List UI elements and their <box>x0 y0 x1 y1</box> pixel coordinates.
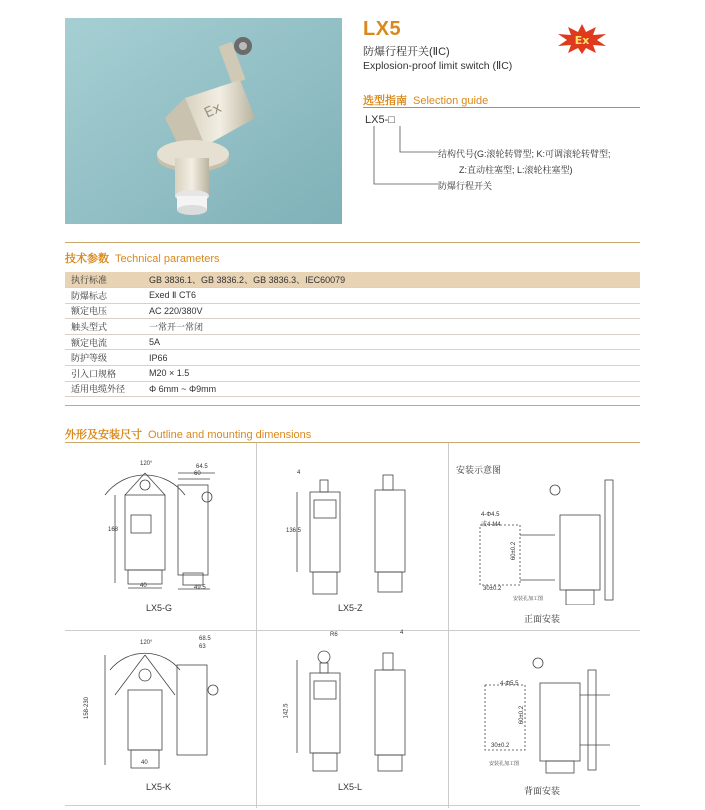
selection-guide-heading <box>363 92 488 108</box>
outline-heading-cn: 外形及安装尺寸 <box>65 429 142 441</box>
back-hole-note: 安装孔加工图 <box>489 761 520 767</box>
g-height-dim: 168 <box>108 527 119 533</box>
front-hole-dim: 4-Φ4.5 <box>481 512 500 518</box>
tech-params-bottom-rule <box>65 405 640 406</box>
tech-param-value: AC 220/380V <box>143 303 640 319</box>
svg-text:Ex: Ex <box>201 99 225 122</box>
model-code: LX5-□ <box>365 114 395 126</box>
tech-param-row <box>65 350 640 366</box>
tech-param-key: 执行标准 <box>65 272 143 288</box>
l-radius-dim: R6 <box>330 632 338 638</box>
z-top-dim: 4 <box>297 470 301 476</box>
grid-divider-1 <box>256 443 257 808</box>
tech-params-table <box>65 272 640 397</box>
z-height-dim: 136.5 <box>286 528 302 534</box>
product-name-cn: 防爆行程开关(ⅡC) <box>363 46 450 58</box>
tech-param-key: 触头型式 <box>65 319 143 335</box>
front-hole-alt-dim: 或4-M4 <box>481 522 501 528</box>
tech-param-key: 额定电压 <box>65 303 143 319</box>
g-base2-dim: 49.5 <box>194 585 206 591</box>
tech-param-value: M20 × 1.5 <box>143 366 640 382</box>
tech-param-row <box>65 381 640 397</box>
back-pitch-h-dim: 30±0.2 <box>491 743 510 749</box>
tech-param-key: 防爆标志 <box>65 288 143 304</box>
k-width1-dim: 68.5 <box>199 636 211 642</box>
tech-params-heading <box>65 250 220 266</box>
tech-param-row <box>65 334 640 350</box>
back-pitch-v-dim: 60±0.2 <box>519 705 526 725</box>
k-angle-dim: 120° <box>140 640 153 646</box>
tech-param-value: GB 3836.1、GB 3836.2、GB 3836.3、IEC60079 <box>143 272 640 288</box>
outline-heading <box>65 426 311 442</box>
grid-divider-2 <box>448 443 449 808</box>
outline-rule <box>65 442 640 443</box>
tech-param-value: Φ 6mm ~ Φ9mm <box>143 381 640 397</box>
back-install-drawing <box>470 655 635 775</box>
label-lx5-k: LX5-K <box>146 782 172 792</box>
tech-param-row <box>65 366 640 382</box>
grid-divider-bottom <box>65 805 640 806</box>
struct-code-line1: 结构代号(G:滚轮转臂型; K:可调滚轮转臂型; <box>438 149 611 159</box>
selection-guide-rule <box>363 107 640 108</box>
label-lx5-z: LX5-Z <box>338 603 363 613</box>
tech-param-value: 一常开一常闭 <box>143 319 640 335</box>
k-base-dim: 40 <box>141 760 148 766</box>
tech-param-row <box>65 272 640 288</box>
label-front-install: 正面安装 <box>524 614 561 624</box>
product-model-title: LX5 <box>363 18 402 40</box>
tech-param-key: 防护等级 <box>65 350 143 366</box>
product-name-en: Explosion-proof limit switch (ⅡC) <box>363 60 513 72</box>
svg-text:Ex: Ex <box>574 34 590 47</box>
install-title: 安装示意图 <box>456 465 502 475</box>
tech-param-key: 额定电流 <box>65 334 143 350</box>
tech-param-value: Exed Ⅱ CT6 <box>143 288 640 304</box>
explosion-switch-label: 防爆行程开关 <box>438 181 493 191</box>
l-height-dim: 142.5 <box>283 703 290 719</box>
tech-param-row <box>65 303 640 319</box>
g-width2-dim: 60 <box>194 471 201 477</box>
g-width1-dim: 64.5 <box>196 464 208 470</box>
tech-param-value: IP66 <box>143 350 640 366</box>
tech-params-heading-en: Technical parameters <box>115 253 220 265</box>
ex-logo-icon <box>556 24 608 54</box>
back-hole-dim: 4-Φ5.5 <box>500 681 519 687</box>
selection-code-leader-lines <box>370 124 440 190</box>
product-photo <box>65 18 342 224</box>
lx5-l-drawing <box>285 635 435 775</box>
tech-param-key: 引入口规格 <box>65 366 143 382</box>
label-lx5-g: LX5-G <box>146 603 173 613</box>
struct-code-line2: Z:直动柱塞型; L:滚轮柱塞型) <box>459 165 573 175</box>
selection-guide-heading-en: Selection guide <box>413 95 489 107</box>
tech-params-heading-cn: 技术参数 <box>65 253 109 265</box>
selection-guide-heading-cn: 选型指南 <box>363 95 407 107</box>
g-base1-dim: 40 <box>140 583 147 589</box>
front-pitch-v-dim: 60±0.2 <box>511 541 518 561</box>
outline-heading-en: Outline and mounting dimensions <box>148 429 312 441</box>
label-lx5-l: LX5-L <box>338 782 363 792</box>
front-hole-note: 安装孔加工图 <box>513 596 544 602</box>
l-top-dim: 4 <box>400 630 404 636</box>
g-angle-dim: 120° <box>140 461 153 467</box>
grid-divider-mid <box>65 630 640 631</box>
front-pitch-h-dim: 30±0.2 <box>483 586 502 592</box>
tech-param-value: 5A <box>143 334 640 350</box>
k-width2-dim: 63 <box>199 644 206 650</box>
k-height-dim: 158-230 <box>84 696 91 720</box>
lx5-z-drawing <box>285 460 435 600</box>
tech-param-row <box>65 319 640 335</box>
lx5-k-drawing <box>95 635 245 775</box>
tech-params-top-rule <box>65 242 640 243</box>
tech-param-row <box>65 288 640 304</box>
label-back-install: 背面安装 <box>524 786 561 796</box>
tech-param-key: 适用电缆外径 <box>65 381 143 397</box>
